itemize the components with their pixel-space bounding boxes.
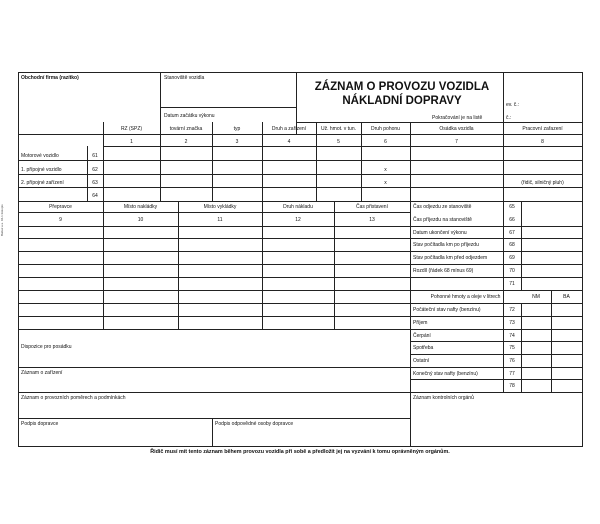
- fuel-label: Konečný stav nafty (benzínu): [413, 371, 478, 377]
- equipment-record-label: Záznam o zařízení: [21, 370, 63, 376]
- start-date-label: Datum začátku výkonu: [164, 113, 215, 119]
- row-fuel-mark: x: [384, 167, 387, 173]
- time-code: 66: [509, 217, 515, 223]
- col-crew: Osádka vozidla: [439, 126, 474, 132]
- col-number: 3: [235, 139, 239, 145]
- register-number-label: ev. č.:: [506, 102, 519, 108]
- crew-note: (řidič, silničný pluh): [521, 180, 564, 186]
- control-record-label: Záznam kontrolních orgánů: [413, 395, 474, 401]
- time-label: Stav počítadla km před odjezdem: [413, 255, 488, 261]
- continuation-label: Pokračování je na listě: [432, 115, 483, 121]
- col-number: 10: [137, 217, 144, 223]
- fuel-code: 75: [509, 345, 515, 351]
- fuel-label: Ostatní: [413, 358, 430, 364]
- row-code: 62: [92, 167, 98, 173]
- col-number: 12: [295, 217, 301, 223]
- fuel-code: 76: [509, 358, 515, 364]
- time-label: Datum ukončení výkonu: [413, 230, 467, 236]
- fuel-code: 78: [509, 383, 515, 389]
- form-title-line1: ZÁZNAM O PROVOZU VOZIDLA: [314, 81, 490, 93]
- fuel-label: Spotřeba: [413, 345, 434, 351]
- responsible-signature-label: Podpis odpovědné osoby dopravce: [215, 421, 294, 427]
- col-number: 1: [130, 139, 133, 145]
- carrier-signature-label: Podpis dopravce: [21, 421, 59, 427]
- time-label: Rozdíl (řádek 68 mínus 69): [413, 268, 474, 274]
- form-title-line2: NÁKLADNÍ DOPRAVY: [342, 95, 462, 107]
- home-base-label: Stanoviště vozidla: [164, 75, 205, 81]
- row-label-trailer-2: 2. přípojné zařízení: [21, 180, 64, 186]
- fuel-code: 73: [509, 320, 515, 326]
- continuation-number-label: č.:: [506, 115, 512, 121]
- time-code: 70: [509, 268, 515, 274]
- time-code: 65: [509, 204, 515, 210]
- row-label-trailer-1: 1. přípojné vozidlo: [21, 167, 62, 173]
- col-payload: Už. hmot. v tun.: [320, 126, 356, 132]
- fuel-col-nm: NM: [532, 294, 540, 300]
- fuel-label: Čerpání: [413, 333, 431, 339]
- col-kind: Druh a zařízení: [271, 126, 307, 132]
- col-make: tovární značka: [169, 126, 203, 132]
- fuel-label: Příjem: [413, 320, 428, 326]
- col-number: 11: [217, 217, 223, 223]
- fuel-header: Pohonné hmoty a oleje v litrech: [430, 294, 501, 300]
- row-fuel-mark: x: [384, 180, 387, 186]
- fuel-code: 72: [509, 307, 515, 313]
- row-code: 61: [92, 153, 98, 159]
- time-code: 67: [509, 230, 515, 236]
- row-code: 64: [92, 193, 98, 199]
- company-stamp-label: Obchodní firma (razítko): [21, 75, 79, 81]
- col-number: 9: [59, 217, 62, 223]
- col-registration: RZ (SPZ): [120, 126, 143, 132]
- time-code: 71: [509, 281, 515, 287]
- col-number: 5: [337, 139, 340, 145]
- side-print-note: Baltaz a.s. 04-1 tiskopis: [0, 204, 4, 236]
- fuel-label: Počáteční stav nafty (benzínu): [413, 307, 481, 313]
- fuel-col-ba: BA: [563, 294, 570, 300]
- col-loading-place: Místo nakládky: [123, 204, 158, 210]
- col-arrival-time: Čas přistavení: [356, 204, 388, 210]
- col-number: 7: [455, 139, 458, 145]
- col-number: 2: [184, 139, 188, 145]
- row-code: 63: [92, 180, 98, 186]
- col-number: 8: [541, 139, 544, 145]
- time-code: 69: [509, 255, 515, 261]
- fuel-code: 77: [509, 371, 515, 377]
- footer-note: Řidič musí mít tento záznam během provozu vozidla při sobě a předložit jej na vyzvání k tomu oprávněným orgánům.: [150, 449, 450, 455]
- col-drive: Druh pohonu: [371, 126, 400, 132]
- time-label: Stav počítadla km po příjezdu: [413, 242, 479, 248]
- row-label-motor-vehicle: Motorové vozidlo: [21, 153, 59, 159]
- col-number: 4: [287, 139, 291, 145]
- time-code: 68: [509, 242, 515, 248]
- time-label: Čas odjezdu ze stanoviště: [413, 204, 472, 210]
- conditions-record-label: Záznam o provozních poměrech a podmínkách: [21, 395, 126, 401]
- crew-orders-label: Dispozice pro posádku: [21, 344, 72, 350]
- col-carrier: Přepravce: [49, 204, 72, 210]
- col-number: 6: [384, 139, 387, 145]
- fuel-code: 74: [509, 333, 515, 339]
- col-assignment: Pracovní zařazení: [522, 126, 563, 132]
- col-unloading-place: Místo vykládky: [203, 204, 237, 210]
- time-label: Čas příjezdu na stanoviště: [413, 217, 472, 223]
- col-cargo-type: Druh nákladu: [283, 204, 313, 210]
- col-number: 13: [369, 217, 375, 223]
- col-type: typ: [233, 126, 241, 132]
